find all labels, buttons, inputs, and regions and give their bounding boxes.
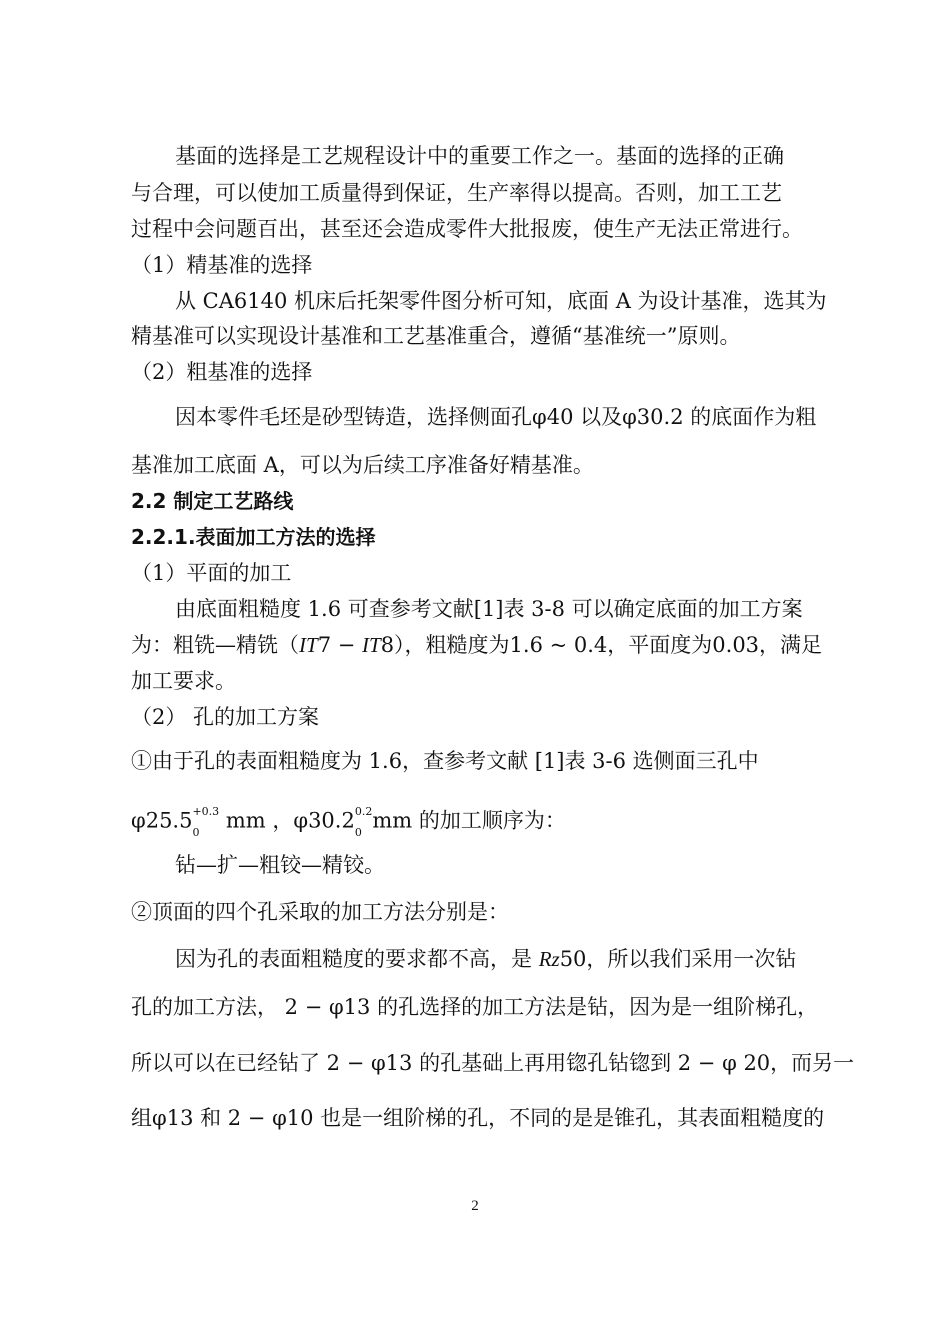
text-run: φ25.5 [131, 808, 193, 833]
paragraph-line: ②顶面的四个孔采取的加工方法分别是： [131, 900, 509, 924]
text-run: Rz [538, 947, 560, 971]
paragraph-line: 组φ13 和 2 − φ10 也是一组阶梯的孔，不同的是是锥孔，其表面粗糙度的 [131, 1106, 825, 1130]
paragraph-line: 由底面粗糙度 1.6 可查参考文献[1]表 3-8 可以确定底面的加工方案 [175, 597, 803, 621]
paragraph-line: 孔的加工方法， 2 − φ13 的孔选择的加工方法是钻，因为是一组阶梯孔， [131, 995, 819, 1019]
tolerance-upper: 0.2 [354, 805, 373, 818]
text-run: mm ，φ30.2 [219, 808, 355, 833]
paragraph-line [175, 946, 796, 972]
paragraph-line: ①由于孔的表面粗糙度为 1.6，查参考文献 [1]表 3-6 选侧面三孔中 [131, 749, 759, 773]
tolerance [355, 806, 373, 838]
subheading: （2） 孔的加工方案 [131, 705, 320, 729]
text-run: mm 的加工顺序为： [372, 808, 566, 833]
text-run: 因为孔的表面粗糙度的要求都不高，是 [175, 947, 539, 971]
paragraph-line: 因本零件毛坯是砂型铸造，选择侧面孔φ40 以及φ30.2 的底面作为粗 [175, 405, 817, 429]
section-heading: 2.2.1.表面加工方法的选择 [131, 525, 376, 549]
text-run: 8），粗糙度为1.6 ~ 0.4，平面度为0.03，满足 [380, 633, 823, 657]
paragraph-line: 与合理，可以使加工质量得到保证，生产率得以提高。否则，加工工艺 [131, 181, 782, 205]
subheading: （1）精基准的选择 [131, 253, 313, 277]
text-run: 为：粗铣—精铣（ [131, 633, 299, 657]
text-run: 7 − [317, 633, 362, 657]
paragraph-line: 基面的选择是工艺规程设计中的重要工作之一。基面的选择的正确 [175, 144, 784, 168]
paragraph-line: 从 CA6140 机床后托架零件图分析可知，底面 A 为设计基准，选其为 [175, 289, 827, 313]
subheading: （2）粗基准的选择 [131, 360, 313, 384]
formula-line [131, 806, 566, 838]
paragraph-line: 所以可以在已经钻了 2 − φ13 的孔基础上再用锪孔钻锪到 2 − φ 20，而另一 [131, 1051, 855, 1075]
section-heading: 2.2 制定工艺路线 [131, 489, 294, 513]
subheading: （1）平面的加工 [131, 561, 292, 585]
text-run: IT [299, 633, 318, 657]
tolerance-lower: 0 [192, 826, 200, 839]
paragraph-line: 钻—扩—粗铰—精铰。 [175, 853, 385, 877]
paragraph-line: 基准加工底面 A，可以为后续工序准备好精基准。 [131, 453, 594, 477]
page-number: 2 [471, 1198, 479, 1214]
paragraph-line: 加工要求。 [131, 669, 236, 693]
tolerance-lower: 0 [354, 826, 362, 839]
text-run: IT [362, 633, 381, 657]
paragraph-line: 过程中会问题百出，甚至还会造成零件大批报废，使生产无法正常进行。 [131, 217, 803, 241]
paragraph-line [131, 632, 822, 658]
tolerance [192, 806, 219, 838]
text-run: 50，所以我们采用一次钻 [559, 947, 797, 971]
tolerance-upper: +0.3 [192, 805, 220, 818]
paragraph-line: 精基准可以实现设计基准和工艺基准重合，遵循“基准统一”原则。 [131, 324, 741, 348]
